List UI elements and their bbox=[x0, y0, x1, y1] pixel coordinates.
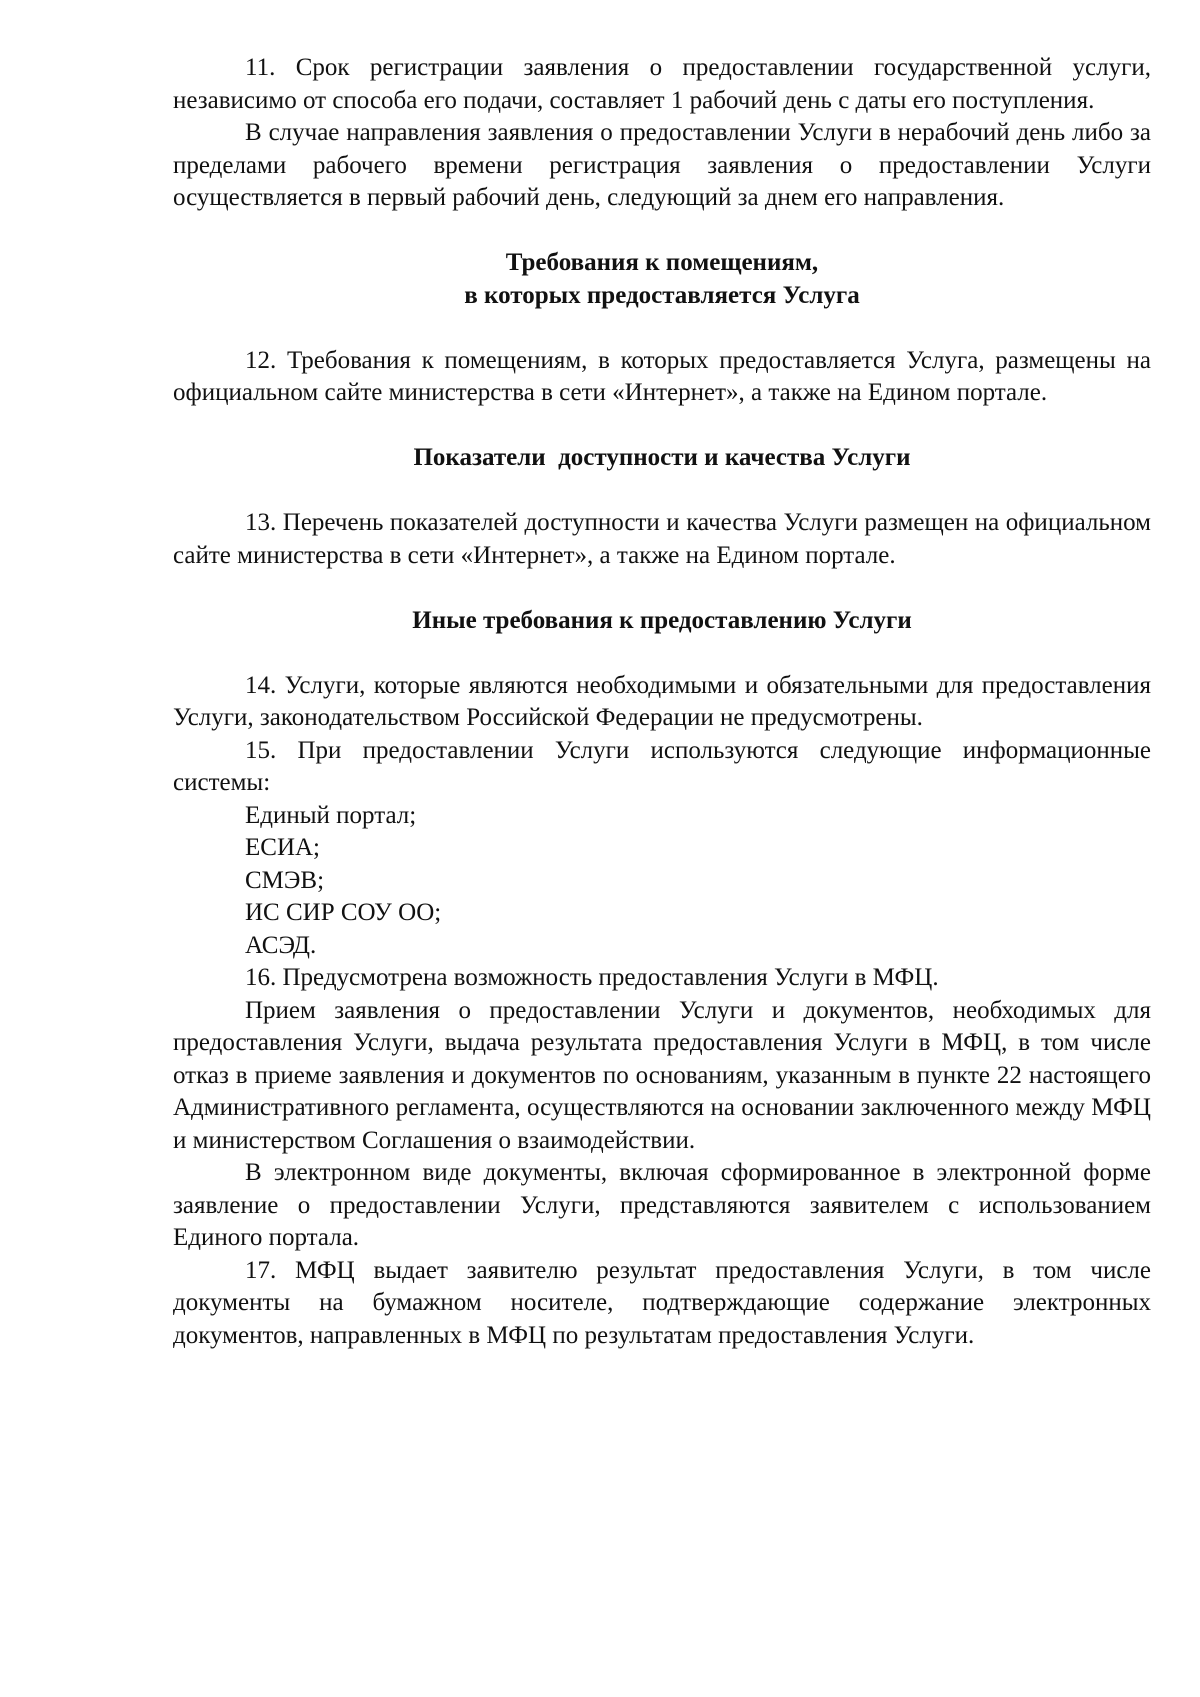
list-item: СМЭВ; bbox=[245, 866, 325, 894]
paragraph-11-nonworking-day: В случае направления заявления о предоставлении Услуги в нерабочий день либо за пределами рабочего времени регистрация заявления о предоставлении Услуги осуществляется в первый рабочий день, следующий за днем его направления. bbox=[173, 119, 1151, 211]
list-item: ИС СИР СОУ ОО; bbox=[245, 899, 442, 926]
paragraph-12: 12. Требования к помещениям, в которых предоставляется Услуга, размещены на официальном сайте министерства в сети «Интернет», а также на Едином портале. bbox=[173, 346, 1151, 406]
paragraph-14: 14. Услуги, которые являются необходимыми и обязательными для предоставления Услуги, законодательством Российской Федерации не предусмотрены. bbox=[173, 671, 1151, 731]
paragraph-15: 15. При предоставлении Услуги используются следующие информационные системы: bbox=[173, 736, 1151, 796]
spacer bbox=[173, 410, 1151, 443]
paragraph-16-electronic: В электронном виде документы, включая сформированное в электронной форме заявление о предоставлении Услуги, представляются заявителем с использованием Единого портала. bbox=[173, 1159, 1151, 1251]
document-body bbox=[173, 52, 1151, 1352]
heading-premises-line-2: в которых предоставляется Услуга bbox=[464, 281, 860, 309]
heading-premises-line-1: Требования к помещениям, bbox=[505, 249, 819, 276]
list-item: АСЭД. bbox=[245, 931, 317, 959]
spacer bbox=[173, 637, 1151, 670]
information-systems-list bbox=[173, 800, 1151, 963]
heading-quality: Показатели доступности и качества Услуги bbox=[413, 444, 911, 471]
spacer bbox=[173, 215, 1151, 248]
paragraph-16: 16. Предусмотрена возможность предоставления Услуги в МФЦ. bbox=[245, 964, 939, 991]
list-item: Единый портал; bbox=[245, 801, 417, 829]
spacer bbox=[173, 572, 1151, 605]
spacer bbox=[173, 475, 1151, 508]
list-item: ЕСИА; bbox=[245, 834, 320, 861]
heading-other-requirements: Иные требования к предоставлению Услуги bbox=[412, 606, 912, 634]
paragraph-13: 13. Перечень показателей доступности и качества Услуги размещен на официальном сайте министерства в сети «Интернет», а также на Едином портале. bbox=[173, 509, 1151, 569]
paragraph-11: 11. Срок регистрации заявления о предоставлении государственной услуги, независимо от способа его подачи, составляет 1 рабочий день с даты его поступления. bbox=[173, 54, 1151, 114]
spacer bbox=[173, 312, 1151, 345]
paragraph-17: 17. МФЦ выдает заявителю результат предоставления Услуги, в том числе документы на бумажном носителе, подтверждающие содержание электронных документов, направленных в МФЦ по результатам предоставления Услуги. bbox=[173, 1256, 1151, 1349]
paragraph-16-reception: Прием заявления о предоставлении Услуги и документов, необходимых для предоставления Услуги, выдача результата предоставления Услуги в МФЦ, в том числе отказ в приеме заявления и документов по основаниям, указанным в пункте 22 настоящего Административного регламента, осуществляются на основании заключенного между МФЦ и министерством Соглашения о взаимодействии. bbox=[173, 996, 1151, 1154]
